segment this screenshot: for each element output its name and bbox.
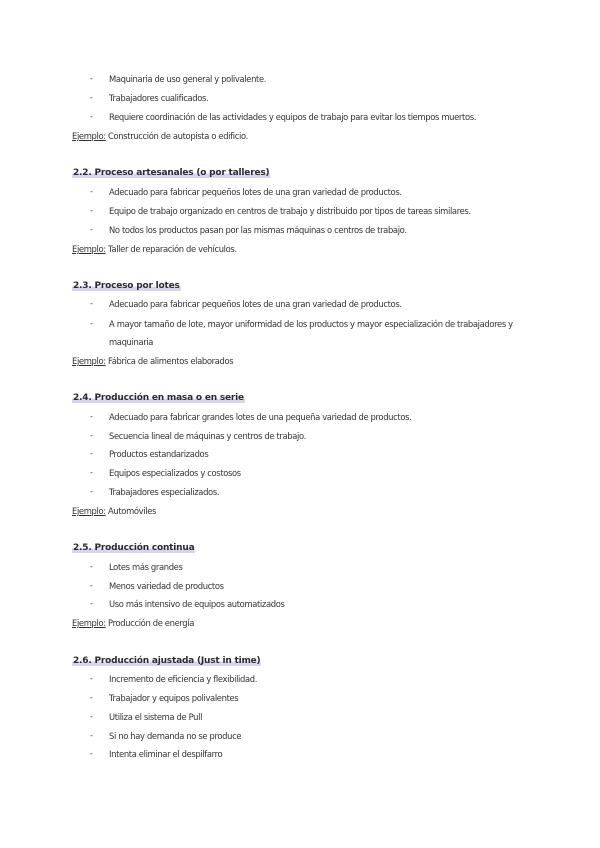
bullet-text: Si no hay demanda no se produce	[109, 731, 242, 741]
bullet-text: No todos los productos pasan por las mismas máquinas o centros de trabajo.	[109, 225, 407, 235]
bullet-dash: -	[90, 487, 93, 496]
bullet-text: Equipo de trabajo organizado en centros de trabajo y distribuido por tipos de tareas similares.	[109, 206, 471, 216]
section-heading	[72, 392, 245, 405]
bullet-dash: -	[90, 431, 93, 440]
bullet-text: Requiere coordinación de las actividades y equipos de trabajo para evitar los tiempos muertos.	[109, 112, 477, 122]
bullet-text: Trabajadores especializados.	[109, 487, 220, 497]
example-label: Ejemplo:	[72, 244, 106, 254]
bullet-dash: -	[90, 693, 93, 702]
bullet-dash: -	[90, 93, 93, 102]
example-label: Ejemplo:	[72, 131, 106, 141]
bullet-text: maquinaria	[109, 337, 154, 347]
section-title: 2.5. Producción continua	[73, 543, 195, 553]
section-title: 2.3. Proceso por lotes	[73, 281, 180, 291]
bullet-text: Trabajadores cualificados.	[109, 93, 209, 103]
bullet-dash: -	[90, 749, 93, 758]
bullet-text: Intenta eliminar el despilfarro	[109, 749, 223, 759]
bullet-text: Uso más intensivo de equipos automatizados	[109, 599, 285, 609]
bullet-dash: -	[90, 206, 93, 215]
bullet-text: Adecuado para fabricar grandes lotes de una pequeña variedad de productos.	[109, 412, 412, 422]
bullet-dash: -	[90, 449, 93, 458]
section-heading	[72, 167, 270, 180]
example-label: Ejemplo:	[72, 356, 106, 366]
bullet-text: Adecuado para fabricar pequeños lotes de una gran variedad de productos.	[109, 299, 402, 309]
bullet-text: Maquinaria de uso general y polivalente.	[109, 74, 267, 84]
bullet-dash: -	[90, 412, 93, 421]
bullet-text: Utiliza el sistema de Pull	[109, 712, 203, 722]
example-text: Taller de reparación de vehículos.	[108, 244, 237, 254]
example-text: Automóviles	[108, 506, 157, 516]
section-title: 2.6. Producción ajustada (Just in time)	[73, 656, 261, 666]
bullet-text: Menos variedad de productos	[109, 581, 224, 591]
bullet-dash: -	[90, 187, 93, 196]
bullet-dash: -	[90, 674, 93, 683]
bullet-text: Productos estandarizados	[109, 449, 209, 459]
example-label: Ejemplo:	[72, 618, 106, 628]
example-label: Ejemplo:	[72, 506, 106, 516]
bullet-text: Trabajador y equipos polivalentes	[109, 693, 239, 703]
section-title: 2.2. Proceso artesanales (o por talleres)	[73, 168, 270, 178]
example-text: Producción de energía	[108, 618, 195, 628]
bullet-dash: -	[90, 112, 93, 121]
example-text: Fábrica de alimentos elaborados	[108, 356, 234, 366]
bullet-text: Lotes más grandes	[109, 562, 183, 572]
bullet-dash: -	[90, 468, 93, 477]
bullet-text: Secuencia lineal de máquinas y centros de trabajo.	[109, 431, 306, 441]
example-line	[72, 130, 248, 142]
bullet-text: Adecuado para fabricar pequeños lotes de una gran variedad de productos.	[109, 187, 402, 197]
bullet-dash: -	[90, 299, 93, 308]
section-title: 2.4. Producción en masa o en serie	[73, 393, 244, 403]
section-heading	[72, 280, 181, 293]
bullet-dash: -	[90, 562, 93, 571]
section-heading	[72, 542, 195, 555]
example-line	[72, 617, 194, 629]
bullet-dash: -	[90, 225, 93, 234]
section-heading	[72, 655, 261, 668]
bullet-text: A mayor tamaño de lote, mayor uniformidad de los productos y mayor especialización de trabajadores y	[109, 319, 513, 329]
bullet-dash: -	[90, 599, 93, 608]
bullet-text: Equipos especializados y costosos	[109, 468, 241, 478]
bullet-text: Incremento de eficiencia y flexibilidad.	[109, 674, 258, 684]
example-text: Construcción de autopista o edificio.	[108, 131, 248, 141]
bullet-dash: -	[90, 712, 93, 721]
example-line	[72, 355, 233, 367]
bullet-dash: -	[90, 581, 93, 590]
example-line	[72, 243, 237, 255]
bullet-dash: -	[90, 319, 93, 328]
bullet-dash: -	[90, 731, 93, 740]
bullet-dash: -	[90, 74, 93, 83]
example-line	[72, 505, 156, 517]
